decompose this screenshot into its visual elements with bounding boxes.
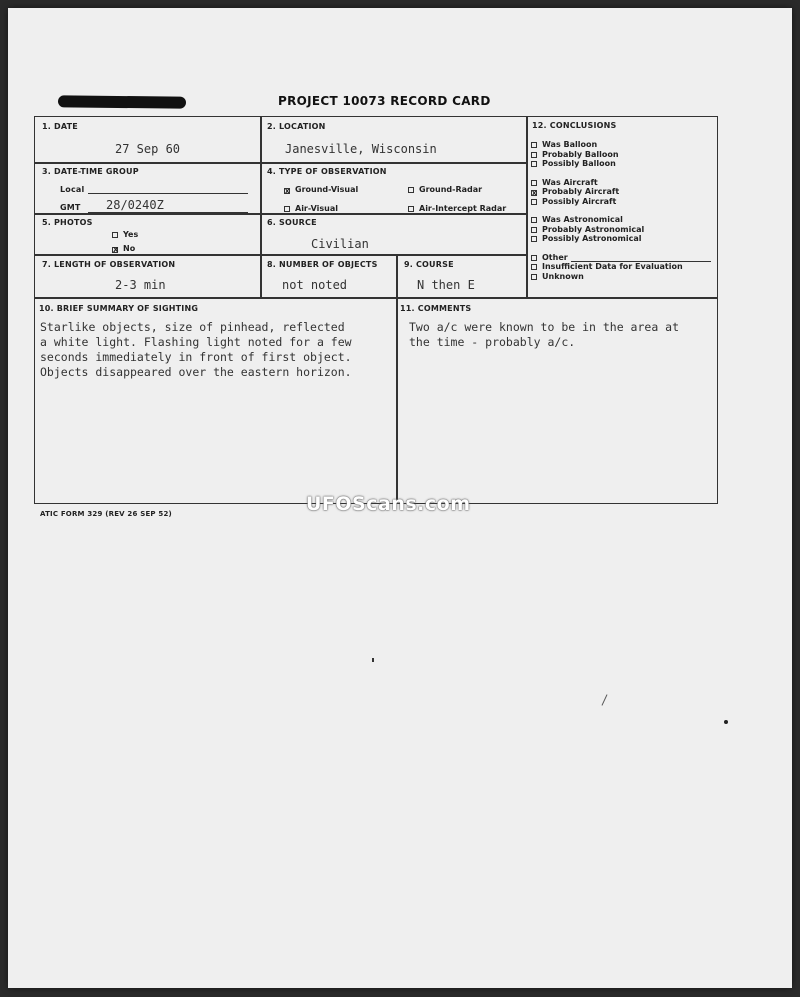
summary-line: seconds immediately in front of first object. <box>40 350 352 364</box>
conclusion-item: Probably Astronomical <box>531 225 715 235</box>
date-time-group-label: 3. DATE-TIME GROUP <box>42 167 139 176</box>
length-value: 2-3 min <box>115 278 166 292</box>
checkbox-checked-icon: x <box>285 187 290 195</box>
checkbox-icon <box>284 206 290 212</box>
photos-label: 5. PHOTOS <box>42 218 93 227</box>
photos-yes-option: Yes <box>112 230 138 239</box>
gmt-value: 28/0240Z <box>106 198 164 212</box>
conclusion-group-astronomical <box>531 215 715 244</box>
conclusion-item: Possibly Aircraft <box>531 197 715 207</box>
photos-no-option: X No <box>113 244 136 254</box>
divider <box>260 117 262 297</box>
course-value: N then E <box>417 278 475 292</box>
checkbox-icon <box>531 161 537 167</box>
date-label: 1. DATE <box>42 122 78 131</box>
checkbox-icon <box>531 227 537 233</box>
checkbox-icon <box>531 199 537 205</box>
record-card-page <box>8 8 792 988</box>
option-air-visual: Air-Visual <box>284 204 338 213</box>
local-label: Local <box>60 185 85 194</box>
comments-text <box>409 320 679 350</box>
comments-line: Two a/c were known to be in the area at <box>409 320 680 334</box>
checkbox-icon <box>408 187 414 193</box>
gmt-label: GMT <box>60 203 81 212</box>
checkbox-icon <box>531 152 537 158</box>
comments-label: 11. COMMENTS <box>400 304 472 313</box>
conclusion-item: Probably Balloon <box>531 150 715 160</box>
source-value: Civilian <box>311 237 369 251</box>
number-of-objects-value: not noted <box>282 278 348 292</box>
conclusion-item: Was Balloon <box>531 140 715 150</box>
form-number: ATIC FORM 329 (REV 26 SEP 52) <box>40 510 172 518</box>
conclusions-label: 12. CONCLUSIONS <box>532 121 617 130</box>
source-label: 6. SOURCE <box>267 218 317 227</box>
checkbox-icon <box>531 217 537 223</box>
checkbox-icon <box>408 206 414 212</box>
conclusion-item: Other <box>531 253 715 263</box>
option-air-intercept-radar: Air-Intercept Radar <box>408 204 506 213</box>
checkbox-icon <box>531 180 537 186</box>
checkbox-icon <box>531 255 537 261</box>
checkbox-icon <box>531 236 537 242</box>
conclusion-group-balloon <box>531 140 715 169</box>
conclusion-item: Insufficient Data for Evaluation <box>531 262 715 272</box>
summary-line: a white light. Flashing light noted for a few <box>40 335 352 349</box>
option-ground-radar: Ground-Radar <box>408 185 482 194</box>
summary-line: Objects disappeared over the eastern horizon. <box>40 365 352 379</box>
comments-line: the time - probably a/c. <box>409 335 576 349</box>
course-label: 9. COURSE <box>404 260 454 269</box>
conclusion-item: x Probably Aircraft <box>532 187 620 197</box>
checkbox-checked-icon: X <box>113 246 119 254</box>
summary-text <box>40 320 352 380</box>
conclusion-group-aircraft <box>531 178 715 207</box>
summary-label: 10. BRIEF SUMMARY OF SIGHTING <box>39 304 199 313</box>
other-line <box>571 261 711 262</box>
speck <box>372 658 374 662</box>
summary-line: Starlike objects, size of pinhead, reflected <box>40 320 345 334</box>
checkbox-icon <box>112 232 118 238</box>
number-of-objects-label: 8. NUMBER OF OBJECTS <box>267 260 378 269</box>
type-of-observation-label: 4. TYPE OF OBSERVATION <box>267 167 387 176</box>
checkbox-icon <box>531 142 537 148</box>
card-title: PROJECT 10073 RECORD CARD <box>278 94 491 108</box>
gmt-line <box>88 212 248 213</box>
redaction-mark <box>58 95 186 108</box>
conclusion-item: Possibly Balloon <box>531 159 715 169</box>
speck <box>602 694 608 705</box>
conclusion-group-other <box>531 253 715 282</box>
checkbox-icon <box>531 274 537 280</box>
divider <box>35 254 527 256</box>
speck <box>724 720 728 724</box>
option-ground-visual: x Ground-Visual <box>285 185 359 195</box>
divider <box>35 297 717 299</box>
conclusion-item: Possibly Astronomical <box>531 234 715 244</box>
checkbox-checked-icon: x <box>532 189 537 197</box>
divider <box>526 117 528 297</box>
checkbox-icon <box>531 264 537 270</box>
conclusion-item: Was Aircraft <box>531 178 715 188</box>
conclusions-list <box>531 140 715 281</box>
length-label: 7. LENGTH OF OBSERVATION <box>42 260 176 269</box>
location-value: Janesville, Wisconsin <box>285 142 437 156</box>
location-label: 2. LOCATION <box>267 122 326 131</box>
divider <box>35 213 527 215</box>
divider <box>35 162 527 164</box>
local-line <box>88 193 248 194</box>
divider <box>396 254 398 502</box>
watermark: UFOScans.com <box>306 493 471 515</box>
conclusion-item: Was Astronomical <box>531 215 715 225</box>
date-value: 27 Sep 60 <box>115 142 181 156</box>
conclusion-item: Unknown <box>531 272 715 282</box>
